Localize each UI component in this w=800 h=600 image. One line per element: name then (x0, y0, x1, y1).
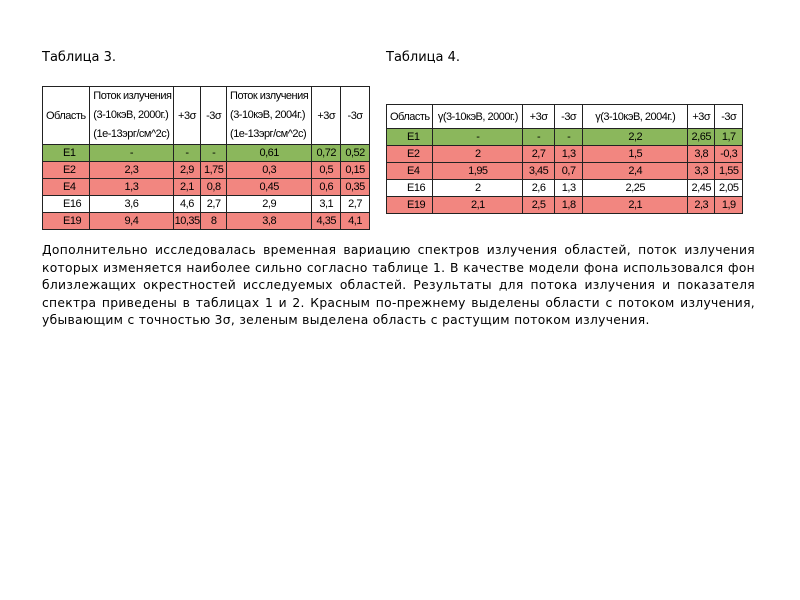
value-cell: 8 (201, 213, 227, 230)
table3-header-cell: +3σ (312, 87, 341, 145)
region-cell: E4 (43, 179, 90, 196)
value-cell: 2,5 (523, 197, 555, 214)
value-cell: 0,72 (312, 145, 341, 162)
value-cell: 2,7 (523, 146, 555, 163)
value-cell: 1,55 (715, 163, 743, 180)
value-cell: 0,6 (312, 179, 341, 196)
table4-caption: Таблица 4. (386, 50, 461, 65)
table3-header-line: (1е-13эрг/см^2с) (230, 128, 307, 140)
value-cell: 2,3 (90, 162, 173, 179)
table3-header-cell: +3σ (173, 87, 201, 145)
table3-header-line: (1е-13эрг/см^2с) (93, 128, 170, 140)
table-row (387, 163, 743, 180)
value-cell: 1,75 (201, 162, 227, 179)
table4-header-cell: γ(3-10кэВ, 2000г.) (433, 105, 523, 129)
table-row (43, 213, 370, 230)
value-cell: 2 (433, 180, 523, 197)
region-cell: E2 (43, 162, 90, 179)
value-cell: 1,9 (715, 197, 743, 214)
table-row (387, 129, 743, 146)
region-cell: E19 (43, 213, 90, 230)
value-cell: 2,9 (173, 162, 201, 179)
value-cell: 2,1 (173, 179, 201, 196)
table4-header-cell: γ(3-10кэВ, 2004г.) (583, 105, 688, 129)
region-cell: E4 (387, 163, 433, 180)
table3-header-line: Поток излучения (93, 90, 172, 102)
value-cell: 1,3 (90, 179, 173, 196)
table-row (387, 180, 743, 197)
region-cell: E16 (387, 180, 433, 197)
value-cell: 2,3 (688, 197, 715, 214)
value-cell: - (554, 129, 583, 146)
table3-header-cell (227, 87, 312, 145)
table3-caption: Таблица 3. (42, 50, 117, 65)
value-cell: 3,1 (312, 196, 341, 213)
value-cell: 3,45 (523, 163, 555, 180)
table3-header-cell (90, 87, 173, 145)
table3-header-cell: Область (43, 87, 90, 145)
value-cell: 2,25 (583, 180, 688, 197)
value-cell: -0,3 (715, 146, 743, 163)
table-row (43, 145, 370, 162)
value-cell: 4,6 (173, 196, 201, 213)
value-cell: 2,2 (583, 129, 688, 146)
value-cell: 10,35 (173, 213, 201, 230)
value-cell: 2,1 (583, 197, 688, 214)
value-cell: 3,8 (227, 213, 312, 230)
value-cell: 3,8 (688, 146, 715, 163)
value-cell: 1,95 (433, 163, 523, 180)
value-cell: - (433, 129, 523, 146)
table4-header-cell: -3σ (554, 105, 583, 129)
table3-header-cell: -3σ (341, 87, 370, 145)
value-cell: 4,35 (312, 213, 341, 230)
value-cell: 1,8 (554, 197, 583, 214)
table4-header-cell: -3σ (715, 105, 743, 129)
value-cell: 1,3 (554, 146, 583, 163)
value-cell: 0,45 (227, 179, 312, 196)
table-4-header-row (387, 105, 743, 129)
value-cell: 2,6 (523, 180, 555, 197)
value-cell: 0,15 (341, 162, 370, 179)
table-4 (386, 104, 743, 214)
value-cell: - (173, 145, 201, 162)
table4-header-cell: +3σ (523, 105, 555, 129)
value-cell: 2 (433, 146, 523, 163)
region-cell: E19 (387, 197, 433, 214)
region-cell: E16 (43, 196, 90, 213)
value-cell: 2,45 (688, 180, 715, 197)
value-cell: 1,5 (583, 146, 688, 163)
value-cell: 2,7 (201, 196, 227, 213)
table3-header-line: (3-10кэВ, 2000г.) (93, 109, 169, 121)
value-cell: 0,7 (554, 163, 583, 180)
value-cell: 2,4 (583, 163, 688, 180)
value-cell: 0,35 (341, 179, 370, 196)
region-cell: E1 (43, 145, 90, 162)
value-cell: 2,1 (433, 197, 523, 214)
value-cell: 4,1 (341, 213, 370, 230)
region-cell: E2 (387, 146, 433, 163)
value-cell: 9,4 (90, 213, 173, 230)
region-cell: E1 (387, 129, 433, 146)
table-row (387, 146, 743, 163)
table-row (387, 197, 743, 214)
value-cell: 0,3 (227, 162, 312, 179)
value-cell: - (201, 145, 227, 162)
value-cell: 3,6 (90, 196, 173, 213)
table3-header-line: (3-10кэВ, 2004г.) (230, 109, 306, 121)
value-cell: 0,5 (312, 162, 341, 179)
value-cell: 1,3 (554, 180, 583, 197)
table-row (43, 196, 370, 213)
value-cell: 2,05 (715, 180, 743, 197)
value-cell: 1,7 (715, 129, 743, 146)
value-cell: 2,65 (688, 129, 715, 146)
table-row (43, 179, 370, 196)
description-paragraph: Дополнительно исследовалась временная вариацию спектров излучения областей, поток излучения которых изменяется наиболее сильно согласно таблице 1. В качестве модели фона использовался фон близлежащих окрестностей исследуемых областей. Результаты для потока излучения и показателя спектра приведены в таблицах 1 и 2. Красным по-прежнему выделены области с потоком излучения, убывающим с точностью 3σ, зеленым выделена область с растущим потоком излучения. (42, 243, 755, 327)
table3-header-line: Поток излучения (230, 90, 309, 102)
value-cell: 0,61 (227, 145, 312, 162)
value-cell: - (90, 145, 173, 162)
value-cell: 2,9 (227, 196, 312, 213)
table-3 (42, 86, 370, 230)
table4-header-cell: +3σ (688, 105, 715, 129)
value-cell: 0,8 (201, 179, 227, 196)
value-cell: 0,52 (341, 145, 370, 162)
value-cell: 3,3 (688, 163, 715, 180)
value-cell: 2,7 (341, 196, 370, 213)
table-3-header-row (43, 87, 370, 145)
table4-header-cell: Область (387, 105, 433, 129)
value-cell: - (523, 129, 555, 146)
table3-header-cell: -3σ (201, 87, 227, 145)
table-row (43, 162, 370, 179)
